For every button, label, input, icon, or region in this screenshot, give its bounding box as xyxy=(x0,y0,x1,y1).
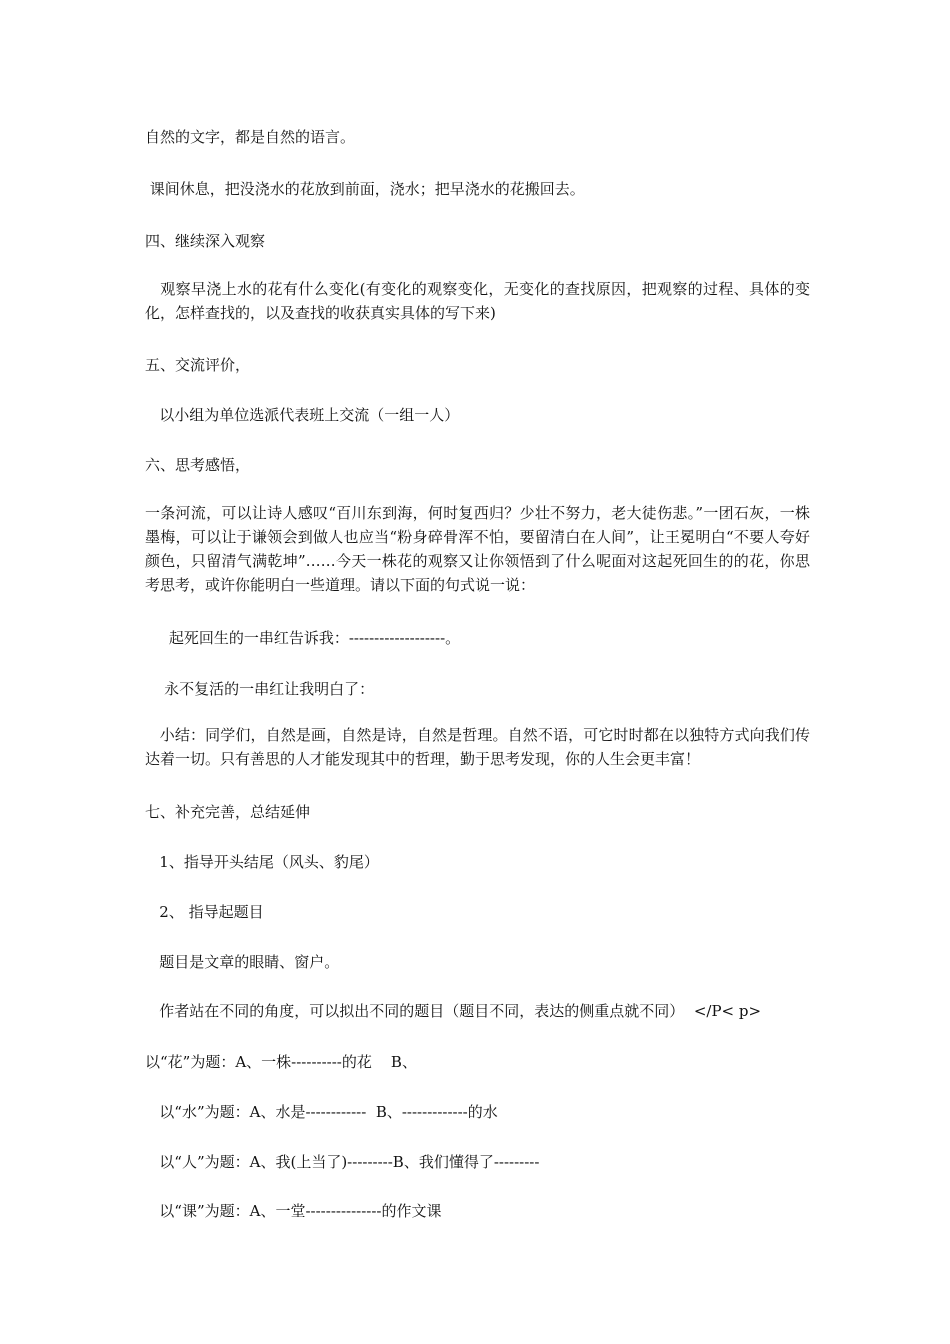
heading-section-4: 四、继续深入观察 xyxy=(145,232,266,250)
paragraph-break-watering: 课间休息，把没浇水的花放到前面，浇水；把早浇水的花搬回去。 xyxy=(145,180,585,198)
paragraph-title-eyes: 题目是文章的眼睛、窗户。 xyxy=(145,953,340,971)
paragraph-group-exchange: 以小组为单位选派代表班上交流（一组一人） xyxy=(145,406,460,424)
prompt-dead-flower: 永不复活的一串红让我明白了： xyxy=(145,680,375,698)
example-water-title: 以“水”为题：A、水是------------ B、-------------的水 xyxy=(145,1103,498,1121)
paragraph-observe-changes: 观察早浇上水的花有什么变化(有变化的观察变化，无变化的查找原因，把观察的过程、具体的变化，怎样查找的，以及查找的收获真实具体的写下来) xyxy=(145,280,810,322)
paragraph-reflection: 一条河流，可以让诗人感叹“百川东到海，何时复西归？少壮不努力，老大徒伤悲。”一团石灰，一株墨梅，可以让于谦领会到做人也应当“粉身碎骨浑不怕，要留清白在人间”，让王冕明白“不要人夸好颜色，只留清气满乾坤”……今天一株花的观察又让你领悟到了什么呢面对这起死回生的的花，你思考思考，或许你能明白一些道理。请以下面的句式说一说： xyxy=(145,504,810,594)
list-item-opening-ending: 1、指导开头结尾（风头、豹尾） xyxy=(145,853,379,871)
paragraph-title-angles: 作者站在不同的角度，可以拟出不同的题目（题目不同，表达的侧重点就不同） </P< p> xyxy=(145,1002,762,1020)
example-class-title: 以“课”为题：A、一堂---------------的作文课 xyxy=(145,1202,442,1220)
paragraph-nature-language: 自然的文字，都是自然的语言。 xyxy=(145,128,356,146)
heading-section-7: 七、补充完善，总结延伸 xyxy=(145,803,311,821)
prompt-revived-flower: 起死回生的一串红告诉我：-------------------。 xyxy=(145,629,461,647)
heading-section-5: 五、交流评价， xyxy=(145,356,251,374)
example-person-title: 以“人”为题：A、我(上当了)---------B、我们懂得了--------- xyxy=(145,1153,540,1171)
list-item-title-guidance: 2、 指导起题目 xyxy=(145,903,264,921)
paragraph-summary: 小结：同学们，自然是画，自然是诗，自然是哲理。自然不语，可它时时都在以独特方式向我们传达着一切。只有善思的人才能发现其中的哲理，勤于思考发现，你的人生会更丰富！ xyxy=(145,726,810,768)
heading-section-6: 六、思考感悟， xyxy=(145,456,251,474)
example-flower-title: 以“花”为题：A、一株----------的花 B、 xyxy=(145,1053,417,1071)
